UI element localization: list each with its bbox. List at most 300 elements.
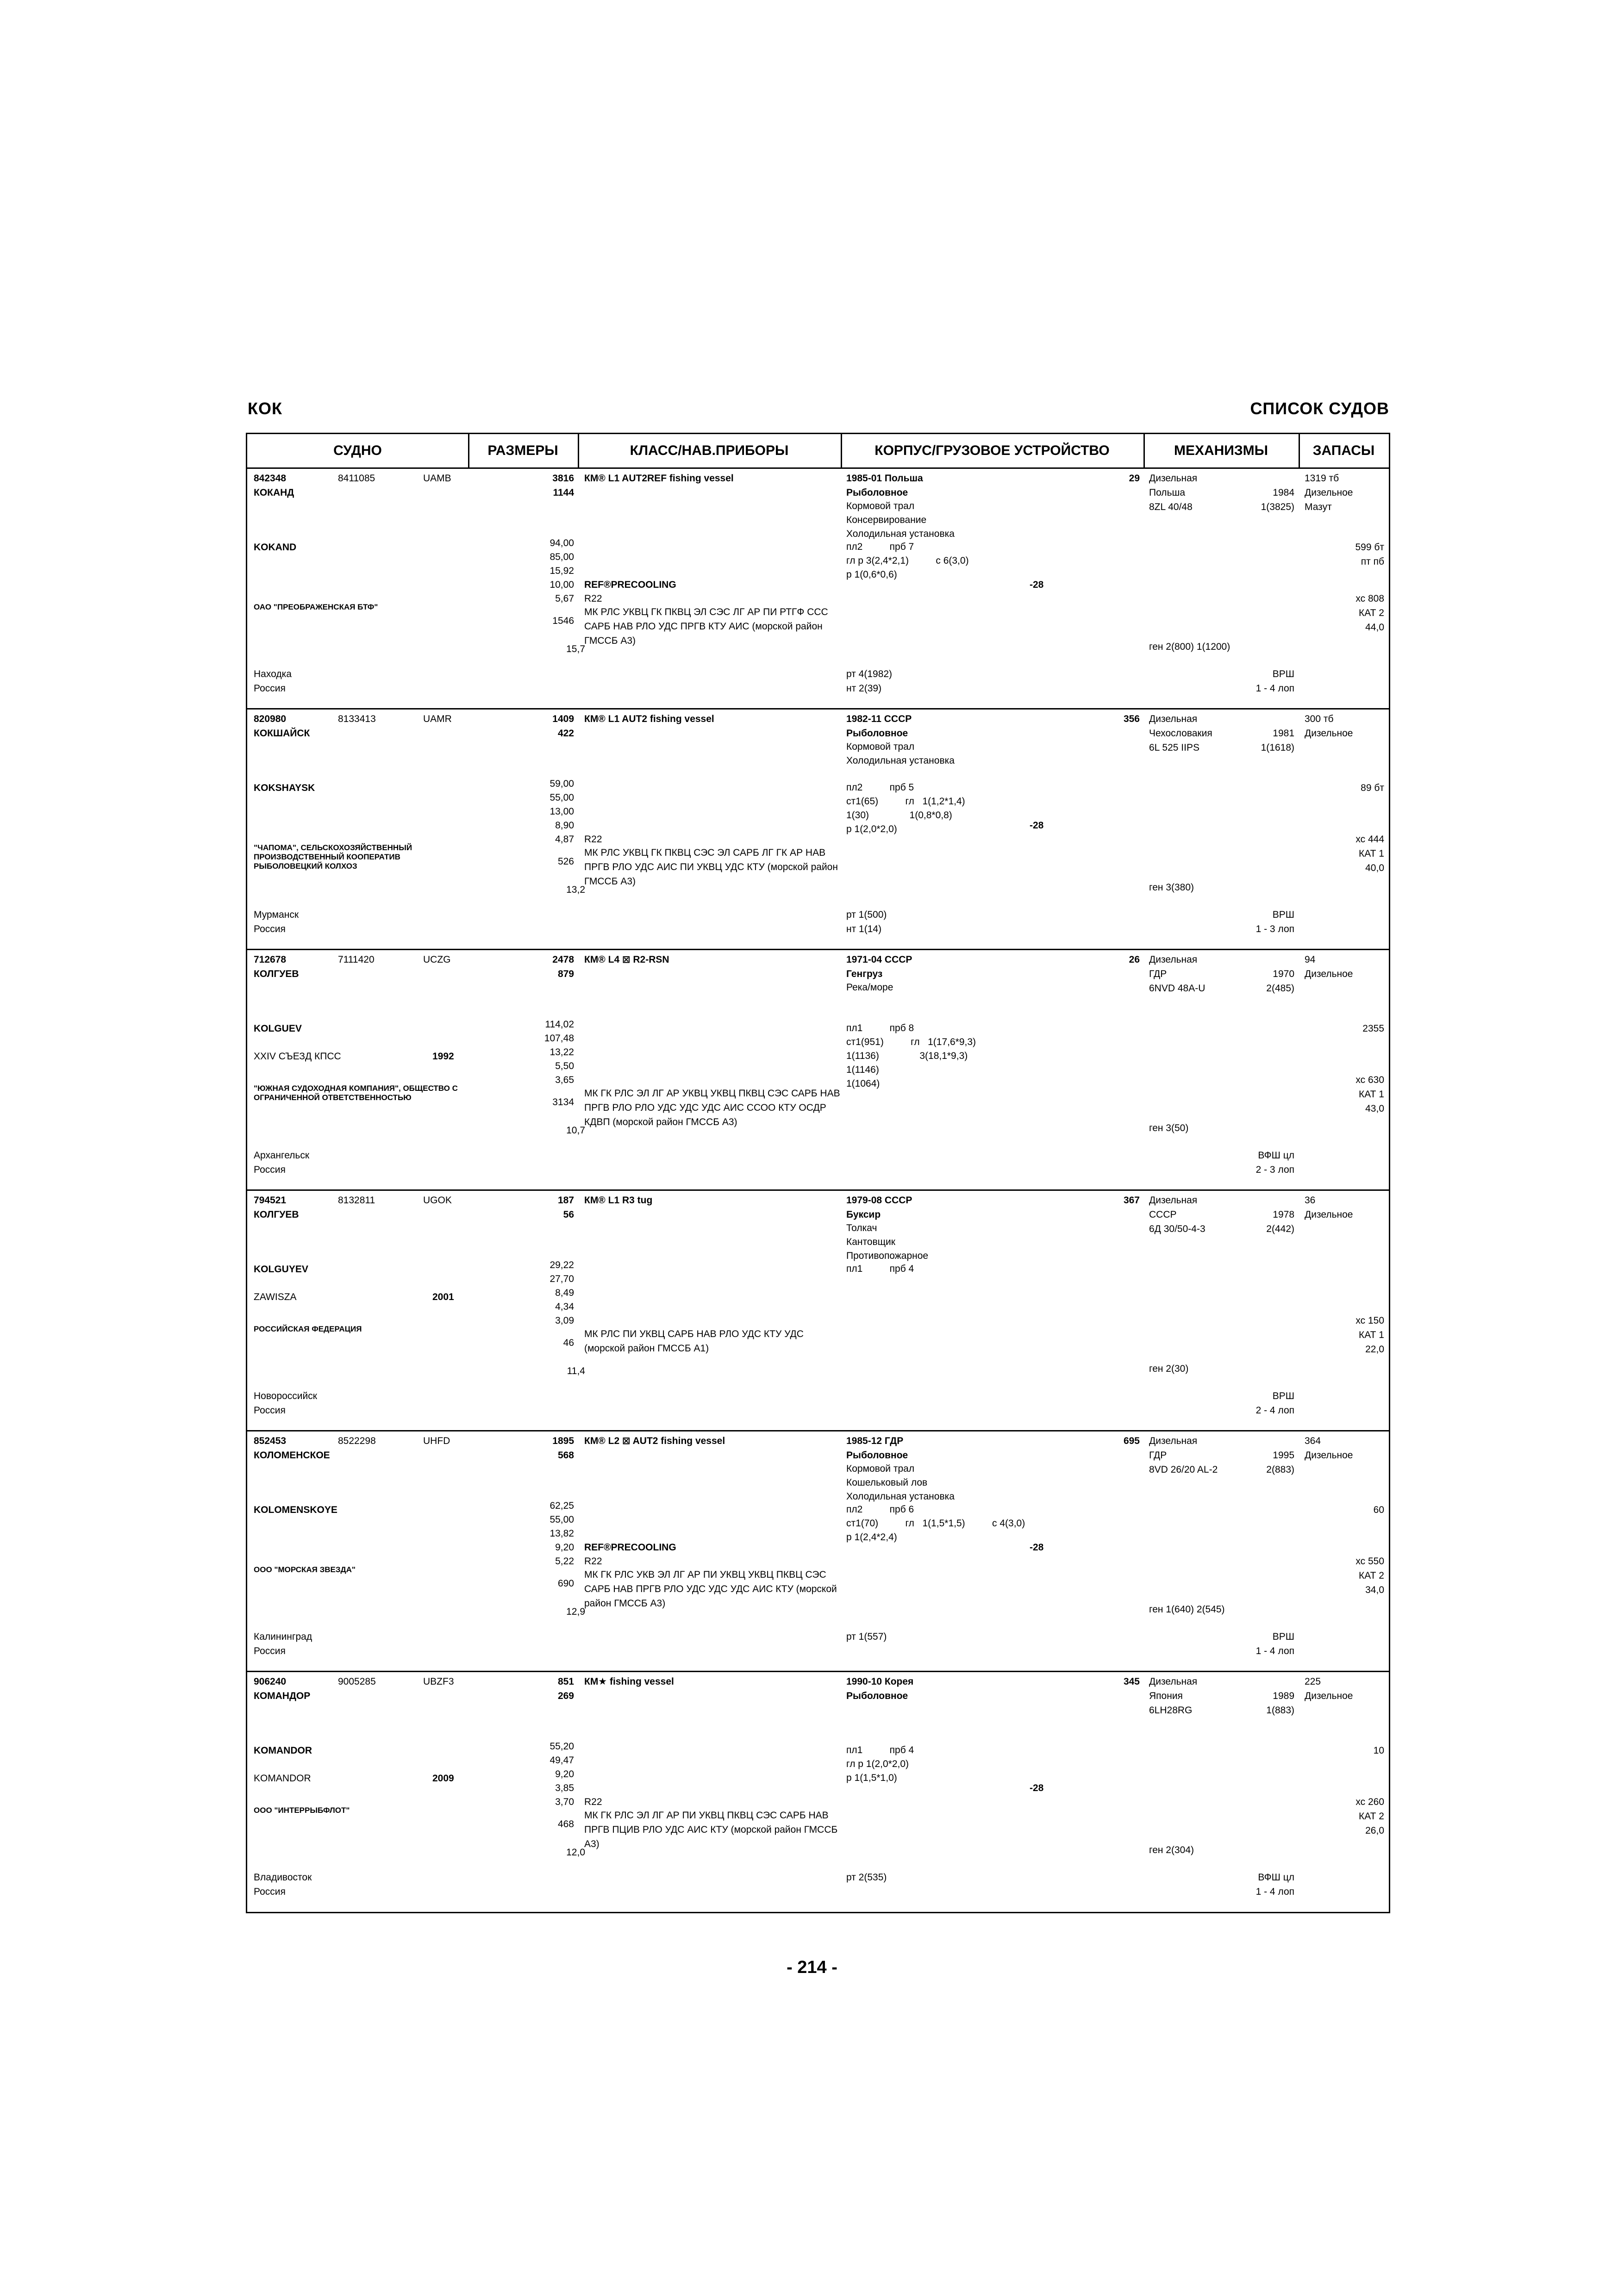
- flag-country: Россия: [254, 683, 286, 694]
- dimensions-line: 85,00: [550, 552, 574, 562]
- nav-equipment: МК РЛС УКВЦ ГК ПКВЦ ЭЛ СЭС ЛГ АР ПИ РТГФ ССС САРБ НАВ РЛО УДС ПРГВ КТУ АИС (морской район ГМССБ А3): [584, 607, 828, 646]
- deadweight: [506, 1577, 574, 1591]
- supplies-provisions: [1305, 1313, 1384, 1356]
- generators: ген 2(304): [1149, 1845, 1194, 1855]
- vessel-features: [846, 1462, 955, 1504]
- engine-info-line: Дизельная: [1149, 473, 1198, 484]
- draft-value: 12,0: [566, 1847, 585, 1858]
- tanks-capacity: [846, 908, 887, 936]
- tanks-capacity-line: рт 1(500): [846, 909, 887, 920]
- supplies-fuel: [1305, 1434, 1353, 1462]
- engine-info-line: СССР: [1149, 1209, 1177, 1220]
- call-sign: UBZF3: [423, 1676, 454, 1687]
- call-sign: UAMB: [423, 473, 451, 484]
- dimensions: [506, 777, 574, 846]
- column-header-row: [247, 434, 1389, 469]
- call-sign: UCZG: [423, 954, 451, 965]
- owner: "ЧАПОМА", СЕЛЬСКОХОЗЯЙСТВЕННЫЙ ПРОИЗВОДСТВЕННЫЙ КООПЕРАТИВ РЫБОЛОВЕЦКИЙ КОЛХОЗ: [254, 843, 412, 871]
- crew-number: 367: [1123, 1195, 1140, 1206]
- propeller-blades: 1 - 3 лоп: [1255, 924, 1294, 934]
- vessel-latin-name: KOKAND: [254, 542, 297, 553]
- owner: ООО "МОРСКАЯ ЗВЕЗДА": [254, 1565, 356, 1574]
- home-port: Калининград: [254, 1631, 312, 1642]
- former-name-year: 1992: [432, 1051, 454, 1062]
- engine-info: [1149, 712, 1212, 755]
- tonnage-line: 1144: [553, 487, 574, 498]
- dimensions-line: 10,00: [550, 579, 574, 590]
- vessel-entry: [247, 949, 1389, 1191]
- tonnage: [506, 1193, 574, 1222]
- page-right-header: СПИСОК СУДОВ: [1250, 399, 1389, 418]
- vessel-name: КОКАНД: [254, 487, 294, 498]
- engine-year: 1981: [1273, 728, 1294, 739]
- registry-number: 842348: [254, 473, 287, 484]
- dimensions-line: 3,85: [555, 1783, 574, 1793]
- vessel-features-line: Консервирование: [846, 515, 927, 525]
- home-port: Мурманск: [254, 909, 299, 920]
- column-header-hull: КОРПУС/ГРУЗОВОЕ УСТРОЙСТВО: [874, 443, 1110, 458]
- dimensions-line: 5,50: [555, 1061, 574, 1071]
- holds-hatches-line: р 1(2,0*2,0): [846, 824, 897, 834]
- engine-info-line: Чехословакия: [1149, 728, 1212, 739]
- vessel-features-line: Кормовой трал: [846, 1463, 915, 1474]
- imo-number: 9005285: [338, 1676, 376, 1687]
- draft-value: 10,7: [566, 1125, 585, 1136]
- supplies-provisions-line: КАТ 2: [1359, 1570, 1384, 1581]
- holds-hatches-line: ст1(65) гл 1(1,2*1,4): [846, 796, 965, 807]
- supplies-fuel-line: Дизельное: [1305, 728, 1353, 739]
- vessel-features-line: Кормовой трал: [846, 501, 915, 511]
- refrigerant: R22: [584, 1797, 602, 1807]
- engine-power: 1(3825): [1261, 502, 1294, 512]
- propeller-blades: 2 - 4 лоп: [1255, 1405, 1294, 1416]
- supplies-provisions: [1305, 1554, 1384, 1597]
- generators: ген 2(800) 1(1200): [1149, 641, 1230, 652]
- deadweight: [506, 1817, 574, 1831]
- refrigerant: R22: [584, 593, 602, 604]
- holds-hatches-line: пл1 прб 4: [846, 1263, 914, 1274]
- generators: ген 3(50): [1149, 1123, 1189, 1133]
- home-port: Новороссийск: [254, 1391, 317, 1401]
- engine-year: 1984: [1273, 487, 1294, 498]
- supplies-fuel: [1305, 1193, 1353, 1222]
- supplies-provisions-line: 43,0: [1365, 1103, 1384, 1114]
- flag-country: Россия: [254, 1405, 286, 1416]
- tanks-capacity: [846, 667, 892, 696]
- class-notation: КМ® L4 ⊠ R2-RSN: [584, 954, 669, 965]
- holds-hatches: [846, 781, 965, 836]
- supplies-fuel-line: Дизельное: [1305, 969, 1353, 979]
- engine-power: 1(1618): [1261, 742, 1294, 753]
- supplies-water: [1305, 540, 1384, 569]
- column-header-class: КЛАСС/НАВ.ПРИБОРЫ: [630, 443, 789, 458]
- supplies-fuel-line: 36: [1305, 1195, 1316, 1206]
- dimensions-line: 3,70: [555, 1797, 574, 1807]
- vessel-latin-name: KOLOMENSKOYE: [254, 1505, 337, 1515]
- draft-value: 15,7: [566, 644, 585, 654]
- dimensions: [506, 1499, 574, 1568]
- dimensions-line: 55,00: [550, 1514, 574, 1525]
- tonnage-line: 1409: [552, 714, 574, 724]
- supplies-fuel: [1305, 712, 1353, 740]
- flag-country: Россия: [254, 1646, 286, 1656]
- nav-equipment: МК РЛС УКВЦ ГК ПКВЦ СЭС ЭЛ САРБ ЛГ ГК АР НАВ ПРГВ РЛО УДС АИС ПИ УКВЦ УДС КТУ (морской район ГМССБ А3): [584, 847, 838, 887]
- propeller-type: ВФШ цл: [1258, 1872, 1294, 1883]
- engine-info: [1149, 1434, 1218, 1477]
- dimensions-line: 8,90: [555, 820, 574, 831]
- dimensions-line: 13,22: [550, 1047, 574, 1058]
- propeller-type: ВФШ цл: [1258, 1150, 1294, 1161]
- former-name-year: 2009: [432, 1773, 454, 1784]
- former-name: KOMANDOR: [254, 1773, 311, 1784]
- deadweight-line: 690: [557, 1578, 574, 1589]
- registry-number: 906240: [254, 1676, 287, 1687]
- nav-equipment: МК ГК РЛС ЭЛ ЛГ АР УКВЦ УКВЦ ПКВЦ СЭС САРБ НАВ ПРГВ РЛО РЛО УДС УДС УДС АИС ССОО КТУ ОСДР КДВП (морской район ГМССБ А3): [584, 1088, 840, 1127]
- flag-country: Россия: [254, 1886, 286, 1897]
- supplies-fuel-line: Мазут: [1305, 502, 1332, 512]
- supplies-fuel: [1305, 952, 1353, 981]
- dimensions-line: 8,49: [555, 1288, 574, 1298]
- supplies-fuel-line: 364: [1305, 1436, 1321, 1446]
- tonnage-line: 879: [557, 969, 574, 979]
- holds-hatches-line: пл1 прб 8: [846, 1023, 914, 1033]
- holds-hatches-line: пл2 прб 7: [846, 541, 914, 552]
- engine-power: 1(883): [1266, 1705, 1294, 1716]
- dimensions-line: 29,22: [550, 1260, 574, 1270]
- refrigerant: R22: [584, 1556, 602, 1567]
- engine-year: 1970: [1273, 969, 1294, 979]
- call-sign: UGOK: [423, 1195, 452, 1206]
- holds-hatches-line: 1(30) 1(0,8*0,8): [846, 810, 952, 821]
- holds-hatches: [846, 1021, 976, 1091]
- dimensions: [506, 536, 574, 606]
- call-sign: UAMR: [423, 714, 452, 724]
- engine-info-line: Дизельная: [1149, 1195, 1198, 1206]
- engine-info-line: 6L 525 IIPS: [1149, 742, 1199, 753]
- registry-number: 794521: [254, 1195, 287, 1206]
- dimensions-line: 27,70: [550, 1274, 574, 1284]
- deadweight: [506, 1095, 574, 1109]
- propeller-blades: 1 - 4 лоп: [1255, 683, 1294, 694]
- engine-info: [1149, 1193, 1206, 1236]
- supplies-water: [1305, 1743, 1384, 1758]
- supplies-provisions: [1305, 591, 1384, 635]
- holds-hatches-line: гл р 3(2,4*2,1) с 6(3,0): [846, 555, 969, 566]
- crew-number: 26: [1129, 954, 1140, 965]
- engine-power: 2(883): [1266, 1464, 1294, 1475]
- imo-number: 7111420: [338, 954, 375, 965]
- supplies-water: [1305, 1021, 1384, 1036]
- deadweight: [506, 614, 574, 628]
- imo-number: 8133413: [338, 714, 376, 724]
- imo-number: 8522298: [338, 1436, 376, 1446]
- tonnage-line: 1895: [552, 1436, 574, 1446]
- vessel-type: Рыболовное: [846, 728, 908, 739]
- engine-info-line: ГДР: [1149, 969, 1167, 979]
- column-header-supplies: ЗАПАСЫ: [1312, 443, 1375, 458]
- tanks-capacity: [846, 1870, 887, 1885]
- engine-info: [1149, 471, 1197, 514]
- dimensions-line: 15,92: [550, 566, 574, 576]
- vessel-features: [846, 981, 893, 995]
- supplies-provisions-line: 26,0: [1365, 1825, 1384, 1836]
- supplies-provisions-line: хс 808: [1355, 593, 1384, 604]
- vessel-type: Буксир: [846, 1209, 881, 1220]
- engine-power: 2(442): [1266, 1224, 1294, 1234]
- tanks-capacity-line: нт 1(14): [846, 924, 882, 934]
- vessel-features-line: Холодильная установка: [846, 529, 955, 539]
- holds-hatches: [846, 540, 969, 582]
- dimensions-line: 13,82: [550, 1528, 574, 1539]
- former-name: ZAWISZA: [254, 1292, 297, 1302]
- former-name-year: 2001: [432, 1292, 454, 1302]
- engine-info-line: Япония: [1149, 1691, 1183, 1701]
- crew-number: 356: [1123, 714, 1140, 724]
- tonnage: [506, 952, 574, 981]
- supplies-provisions-line: хс 150: [1355, 1315, 1384, 1326]
- engine-info-line: Дизельная: [1149, 714, 1198, 724]
- vessel-features-line: Кошельковый лов: [846, 1477, 928, 1488]
- dimensions-line: 107,48: [544, 1033, 574, 1044]
- engine-info: [1149, 1674, 1197, 1717]
- supplies-provisions-line: КАТ 2: [1359, 1811, 1384, 1822]
- build-date-country: 1990-10 Корея: [846, 1676, 914, 1687]
- vessel-entry: [247, 1430, 1389, 1672]
- page-left-header: КОК: [248, 399, 282, 418]
- imo-number: 8132811: [338, 1195, 375, 1206]
- vessel-name: КОЛГУЕВ: [254, 969, 299, 979]
- supplies-fuel: [1305, 1674, 1353, 1703]
- supplies-fuel-line: Дизельное: [1305, 1691, 1353, 1701]
- supplies-provisions-line: 34,0: [1365, 1585, 1384, 1595]
- crew-number: 345: [1123, 1676, 1140, 1687]
- dimensions-line: 9,20: [555, 1542, 574, 1553]
- supplies-provisions: [1305, 1795, 1384, 1838]
- vessel-features-line: Холодильная установка: [846, 1491, 955, 1502]
- vessel-entry: [247, 467, 1389, 709]
- refrigeration-class: REF®PRECOOLING: [584, 1542, 676, 1553]
- supplies-provisions-line: 44,0: [1365, 622, 1384, 633]
- owner: ООО "ИНТЕРРЫБФЛОТ": [254, 1806, 350, 1815]
- dimensions-line: 49,47: [550, 1755, 574, 1766]
- engine-info-line: Дизельная: [1149, 954, 1198, 965]
- owner: "ЮЖНАЯ СУДОХОДНАЯ КОМПАНИЯ", ОБЩЕСТВО С ОГРАНИЧЕННОЙ ОТВЕТСТВЕННОСТЬЮ: [254, 1084, 458, 1102]
- tanks-capacity-line: нт 2(39): [846, 683, 882, 694]
- refrigeration-class: REF®PRECOOLING: [584, 579, 676, 590]
- holds-hatches-line: ст1(951) гл 1(17,6*9,3): [846, 1037, 976, 1047]
- supplies-fuel-line: Дизельное: [1305, 1209, 1353, 1220]
- registry-number: 712678: [254, 954, 287, 965]
- generators: ген 2(30): [1149, 1363, 1189, 1374]
- supplies-water-line: 60: [1373, 1505, 1384, 1515]
- propeller-blades: 1 - 4 лоп: [1255, 1886, 1294, 1897]
- tonnage: [506, 1434, 574, 1462]
- vessel-features: [846, 740, 955, 768]
- engine-info: [1149, 952, 1205, 996]
- supplies-provisions-line: хс 630: [1355, 1075, 1384, 1085]
- generators: ген 3(380): [1149, 882, 1194, 893]
- tanks-capacity-line: рт 1(557): [846, 1631, 887, 1642]
- propeller-type: ВРШ: [1272, 1631, 1294, 1642]
- build-date-country: 1971-04 СССР: [846, 954, 912, 965]
- build-date-country: 1985-12 ГДР: [846, 1436, 904, 1446]
- vessel-features-line: Холодильная установка: [846, 755, 955, 766]
- vessel-register-table: [246, 433, 1390, 1913]
- tanks-capacity-line: рт 4(1982): [846, 669, 893, 679]
- vessel-name: КОЛГУЕВ: [254, 1209, 299, 1220]
- deadweight-line: 468: [557, 1819, 574, 1829]
- propeller-type: ВРШ: [1272, 669, 1294, 679]
- vessel-latin-name: KOLGUYEV: [254, 1264, 308, 1275]
- supplies-water-line: 599 бт: [1355, 542, 1384, 553]
- dimensions-line: 5,22: [555, 1556, 574, 1567]
- dimensions: [506, 1258, 574, 1328]
- vessel-features-line: Река/море: [846, 982, 893, 993]
- vessel-latin-name: KOLGUEV: [254, 1023, 302, 1034]
- call-sign: UHFD: [423, 1436, 450, 1446]
- engine-info-line: 8VD 26/20 AL-2: [1149, 1464, 1218, 1475]
- class-notation: КМ® L1 AUT2 fishing vessel: [584, 714, 714, 724]
- flag-country: Россия: [254, 924, 286, 934]
- vessel-features-line: Толкач: [846, 1223, 877, 1233]
- supplies-fuel-line: 300 тб: [1305, 714, 1334, 724]
- tonnage-line: 851: [557, 1676, 574, 1687]
- class-notation: КМ® L2 ⊠ AUT2 fishing vessel: [584, 1436, 725, 1446]
- supplies-provisions-line: хс 444: [1355, 834, 1384, 845]
- nav-equipment: МК ГК РЛС УКВ ЭЛ ЛГ АР ПИ УКВЦ УКВЦ ПКВЦ СЭС САРБ НАВ ПРГВ РЛО УДС УДС УДС АИС КТУ (морской район ГМССБ А3): [584, 1569, 837, 1609]
- build-date-country: 1985-01 Польша: [846, 473, 923, 484]
- home-port: Находка: [254, 669, 292, 679]
- supplies-provisions-line: хс 550: [1355, 1556, 1384, 1567]
- vessel-type: Генгруз: [846, 969, 883, 979]
- holds-hatches-line: р 1(0,6*0,6): [846, 569, 897, 580]
- tanks-capacity: [846, 1630, 887, 1644]
- dimensions-line: 55,20: [550, 1741, 574, 1752]
- draft-value: 13,2: [566, 884, 585, 895]
- tonnage: [506, 712, 574, 740]
- engine-year: 1995: [1273, 1450, 1294, 1461]
- dimensions-line: 9,20: [555, 1769, 574, 1780]
- vessel-features-line: Кантовщик: [846, 1237, 895, 1247]
- tonnage-line: 187: [557, 1195, 574, 1206]
- supplies-water-line: 2355: [1362, 1023, 1384, 1034]
- refrigeration-temp: -28: [1030, 1542, 1044, 1553]
- engine-info-line: Польша: [1149, 487, 1186, 498]
- vessel-name: КОКШАЙСК: [254, 728, 310, 739]
- column-header-vessel: СУДНО: [333, 443, 382, 458]
- holds-hatches-line: пл1 прб 4: [846, 1745, 914, 1755]
- propeller-blades: 1 - 4 лоп: [1255, 1646, 1294, 1656]
- engine-power: 2(485): [1266, 983, 1294, 994]
- supplies-provisions: [1305, 832, 1384, 875]
- vessel-latin-name: KOKSHAYSK: [254, 783, 315, 793]
- supplies-water-line: 89 бт: [1361, 783, 1384, 793]
- generators: ген 1(640) 2(545): [1149, 1604, 1225, 1615]
- engine-year: 1989: [1273, 1691, 1294, 1701]
- tonnage-line: 269: [557, 1691, 574, 1701]
- supplies-fuel-line: 225: [1305, 1676, 1321, 1687]
- vessel-type: Рыболовное: [846, 1691, 908, 1701]
- engine-info-line: 6NVD 48A-U: [1149, 983, 1206, 994]
- deadweight-line: 46: [563, 1338, 574, 1348]
- draft-value: 12,9: [566, 1606, 585, 1617]
- holds-hatches-line: р 1(1,5*1,0): [846, 1773, 897, 1783]
- engine-info-line: 6Д 30/50-4-3: [1149, 1224, 1206, 1234]
- deadweight-line: 526: [557, 856, 574, 867]
- home-port: Владивосток: [254, 1872, 312, 1883]
- supplies-water-line: 10: [1373, 1745, 1384, 1756]
- vessel-features-line: Кормовой трал: [846, 741, 915, 752]
- home-port: Архангельск: [254, 1150, 310, 1161]
- holds-hatches-line: ст1(70) гл 1(1,5*1,5) с 4(3,0): [846, 1518, 1025, 1529]
- supplies-provisions-line: КАТ 1: [1359, 1089, 1384, 1100]
- engine-info-line: ГДР: [1149, 1450, 1167, 1461]
- dimensions-line: 55,00: [550, 792, 574, 803]
- imo-number: 8411085: [338, 473, 375, 484]
- nav-equipment: МК ГК РЛС ЭЛ ЛГ АР ПИ УКВЦ ПКВЦ СЭС САРБ НАВ ПРГВ ПЦИВ РЛО УДС АИС КТУ (морской район ГМССБ А3): [584, 1810, 838, 1849]
- tonnage-line: 2478: [552, 954, 574, 965]
- supplies-water: [1305, 781, 1384, 795]
- vessel-entry: [247, 1189, 1389, 1431]
- tonnage: [506, 1674, 574, 1703]
- propeller-blades: 2 - 3 лоп: [1255, 1164, 1294, 1175]
- holds-hatches-line: 1(1064): [846, 1078, 880, 1089]
- supplies-provisions-line: КАТ 2: [1359, 608, 1384, 618]
- holds-hatches: [846, 1743, 914, 1785]
- deadweight-line: 1546: [552, 616, 574, 626]
- supplies-fuel-line: Дизельное: [1305, 1450, 1353, 1461]
- column-header-machinery: МЕХАНИЗМЫ: [1174, 443, 1268, 458]
- registry-number: 820980: [254, 714, 287, 724]
- vessel-features-line: Противопожарное: [846, 1251, 929, 1261]
- dimensions-line: 4,34: [555, 1301, 574, 1312]
- vessel-features: [846, 499, 955, 541]
- supplies-provisions-line: 22,0: [1365, 1344, 1384, 1355]
- vessel-latin-name: KOMANDOR: [254, 1745, 312, 1756]
- column-header-dimensions: РАЗМЕРЫ: [487, 443, 558, 458]
- dimensions-line: 3,65: [555, 1075, 574, 1085]
- dimensions: [506, 1740, 574, 1809]
- propeller-type: ВРШ: [1272, 909, 1294, 920]
- class-notation: КМ® L1 R3 tug: [584, 1195, 653, 1206]
- dimensions-line: 3,09: [555, 1315, 574, 1326]
- vessel-entry: [247, 708, 1389, 950]
- class-notation: КМ★ fishing vessel: [584, 1676, 674, 1687]
- supplies-fuel-line: 1319 тб: [1305, 473, 1339, 484]
- class-notation: КМ® L1 AUT2REF fishing vessel: [584, 473, 734, 484]
- holds-hatches-line: гл р 1(2,0*2,0): [846, 1759, 909, 1769]
- tanks-capacity-line: рт 2(535): [846, 1872, 887, 1883]
- supplies-provisions: [1305, 1073, 1384, 1116]
- flag-country: Россия: [254, 1164, 286, 1175]
- engine-info-line: 8ZL 40/48: [1149, 502, 1193, 512]
- dimensions-line: 62,25: [550, 1500, 574, 1511]
- supplies-provisions-line: КАТ 1: [1359, 848, 1384, 859]
- supplies-water: [1305, 1503, 1384, 1517]
- holds-hatches: [846, 1262, 914, 1276]
- deadweight-line: 3134: [552, 1097, 574, 1108]
- vessel-type: Рыболовное: [846, 1450, 908, 1461]
- deadweight: [506, 855, 574, 869]
- supplies-fuel-line: Дизельное: [1305, 487, 1353, 498]
- refrigeration-temp: -28: [1030, 820, 1044, 831]
- refrigerant: R22: [584, 834, 602, 845]
- engine-info-line: Дизельная: [1149, 1436, 1198, 1446]
- tonnage-line: 422: [557, 728, 574, 739]
- vessel-entry: [247, 1671, 1389, 1911]
- refrigeration-temp: -28: [1030, 1783, 1044, 1793]
- holds-hatches-line: пл2 прб 5: [846, 782, 914, 793]
